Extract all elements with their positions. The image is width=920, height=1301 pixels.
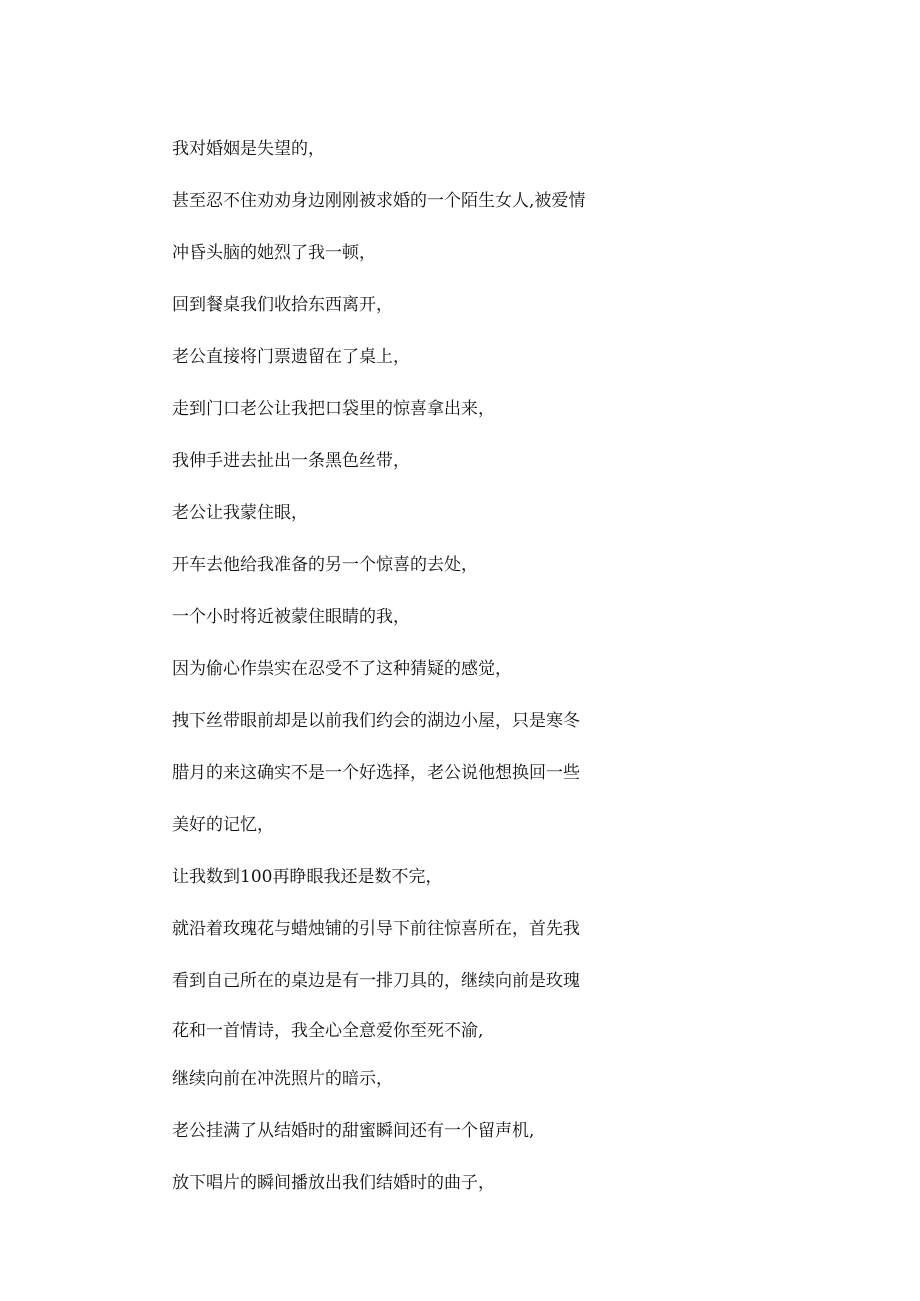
text-line: 走到门口老公让我把口袋里的惊喜拿出来，	[172, 399, 495, 419]
text-line: 腊月的来这确实不是一个好选择，老公说他想换回一些	[172, 763, 580, 783]
text-line: 继续向前在冲洗照片的暗示，	[172, 1069, 393, 1089]
text-line: 我伸手进去扯出一条黑色丝带，	[172, 451, 410, 471]
text-line: 就沿着玫瑰花与蜡烛铺的引导下前往惊喜所在，首先我	[172, 919, 580, 939]
text-line: 花和一首情诗，我全心全意爱你至死不渝,	[172, 1021, 484, 1041]
text-line: 我对婚姻是失望的，	[172, 139, 325, 159]
text-line: 甚至忍不住劝劝身边刚刚被求婚的一个陌生女人,被爱情	[172, 191, 586, 211]
text-line: 看到自己所在的桌边是有一排刀具的，继续向前是玫瑰	[172, 971, 580, 991]
text-line: 老公挂满了从结婚时的甜蜜瞬间还有一个留声机,	[172, 1121, 535, 1141]
text-line: 让我数到100再睁眼我还是数不完，	[172, 867, 443, 887]
text-line: 老公直接将门票遗留在了桌上，	[172, 347, 410, 367]
text-line: 回到餐桌我们收拾东西离开，	[172, 295, 393, 315]
text-line: 美好的记忆，	[172, 815, 274, 835]
text-line: 开车去他给我准备的另一个惊喜的去处，	[172, 555, 478, 575]
text-line: 拽下丝带眼前却是以前我们约会的湖边小屋，只是寒冬	[172, 711, 580, 731]
text-line: 因为偷心作祟实在忍受不了这种猜疑的感觉，	[172, 659, 512, 679]
text-line: 冲昏头脑的她烈了我一顿，	[172, 243, 376, 263]
text-line: 老公让我蒙住眼，	[172, 503, 308, 523]
text-line: 放下唱片的瞬间播放出我们结婚时的曲子，	[172, 1173, 495, 1193]
text-line: 一个小时将近被蒙住眼睛的我，	[172, 607, 410, 627]
